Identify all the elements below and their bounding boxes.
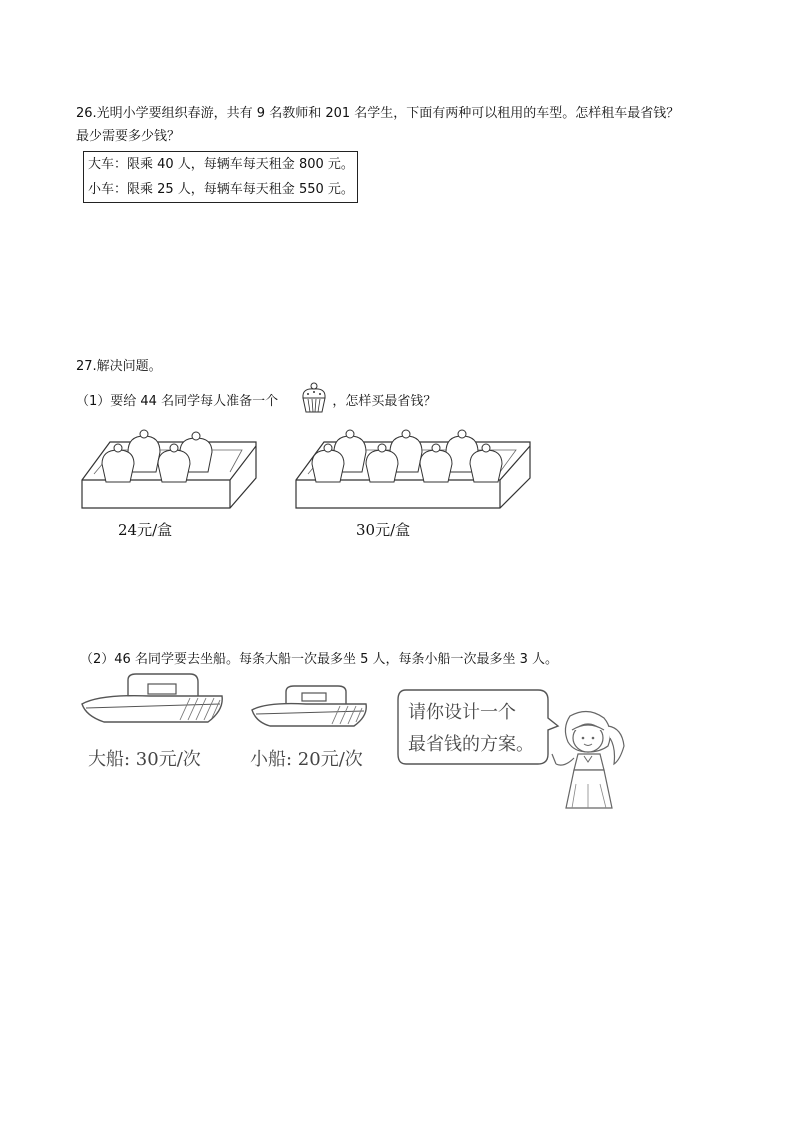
big-boat-image — [80, 670, 226, 728]
small-boat-image — [250, 684, 370, 730]
small-box-price: 24元/盒 — [118, 521, 173, 539]
cupcake-icon — [298, 380, 330, 416]
q27-part1-after: ，怎样买最省钱？ — [332, 394, 437, 409]
q26-line1: 26.光明小学要组织春游，共有 9 名教师和 201 名学生，下面有两种可以租用的车型。怎样租车最省钱？ — [76, 106, 680, 121]
bus-large-row: 大车：限乘 40 人，每辆车每天租金 800 元。 — [88, 157, 354, 172]
bus-info-box — [83, 151, 358, 203]
q27-part2-text: （2）46 名同学要去坐船。每条大船一次最多坐 5 人，每条小船一次最多坐 3 人。 — [80, 652, 559, 667]
bubble-line2: 最省钱的方案。 — [408, 734, 534, 755]
big-boat-label: 大船: 30元/次 — [88, 749, 201, 770]
q27-title: 27.解决问题。 — [76, 359, 162, 374]
cupcake-box-large — [294, 428, 534, 510]
q27-part1-text — [76, 392, 436, 412]
girl-illustration — [548, 708, 632, 810]
small-boat-label: 小船: 20元/次 — [250, 749, 363, 770]
q26-line2: 最少需要多少钱？ — [76, 129, 181, 144]
q27-part1-before: （1）要给 44 名同学每人准备一个 — [76, 394, 279, 409]
large-box-price: 30元/盒 — [356, 521, 411, 539]
bus-small-row: 小车：限乘 25 人，每辆车每天租金 550 元。 — [88, 182, 354, 197]
bubble-line1: 请你设计一个 — [408, 702, 516, 723]
cupcake-box-small — [80, 428, 260, 510]
